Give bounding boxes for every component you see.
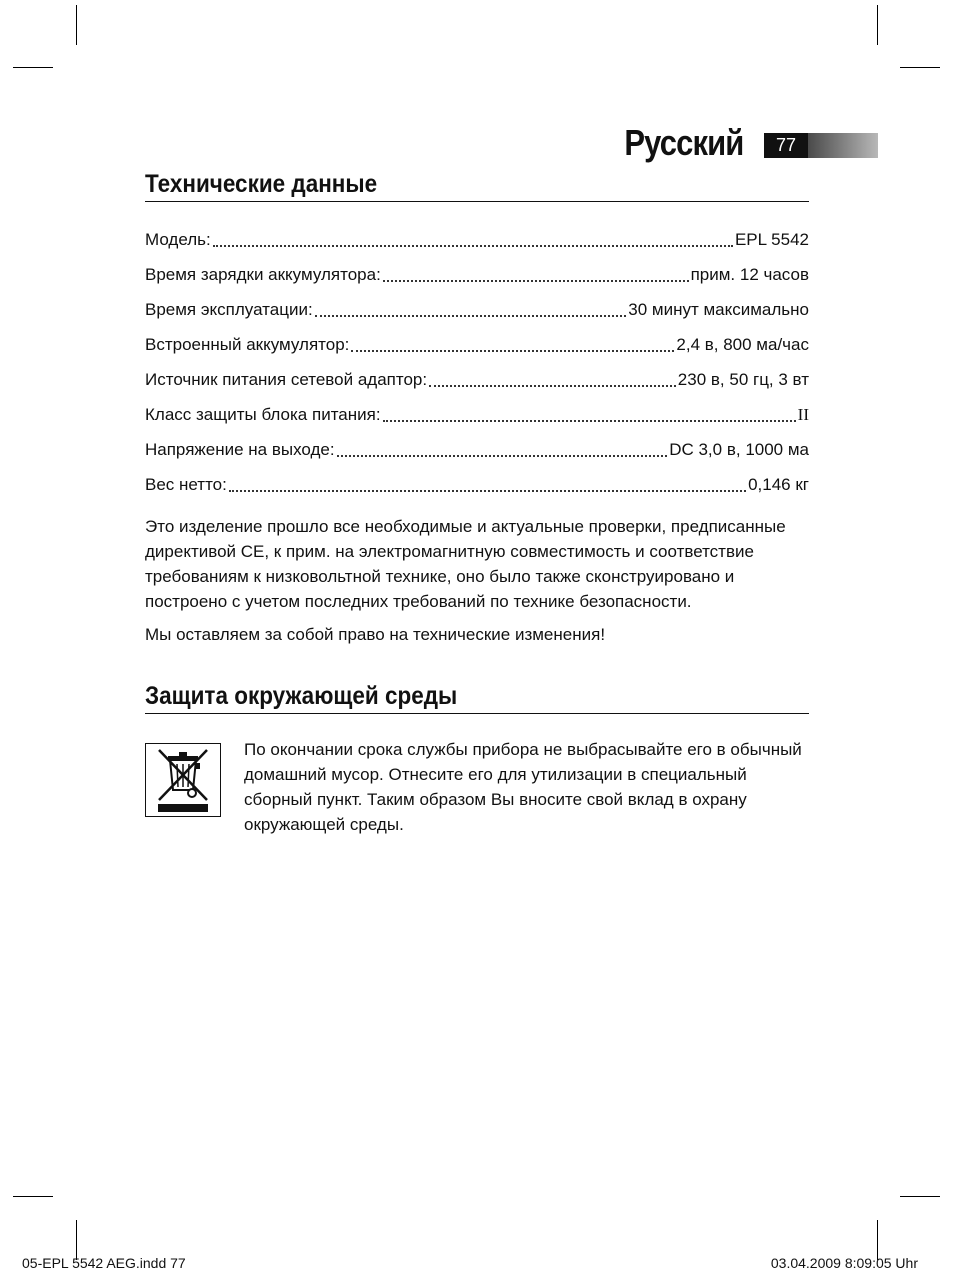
crop-mark — [877, 5, 878, 45]
crop-mark — [76, 5, 77, 45]
spec-label: Напряжение на выходе: — [145, 439, 335, 459]
spec-label: Встроенный аккумулятор: — [145, 334, 350, 354]
leader-dots — [229, 489, 746, 492]
language-title: Русский — [623, 122, 743, 163]
spec-value: прим. 12 часов — [690, 264, 809, 284]
spec-row — [145, 362, 809, 397]
ce-compliance-paragraph: Это изделение прошло все необходимые и актуальные проверки, предписанные директивой CE, к прим. на электромагнитную совместимость и соответствие требованиям к низковольтной технике, оно было также сконструировано и построено с учетом последних требований по технике безопасности. — [145, 517, 786, 611]
spec-row — [145, 432, 809, 467]
spec-row — [145, 257, 809, 292]
spec-value: 2,4 в, 800 ма/час — [676, 334, 809, 354]
spec-label: Класс защиты блока питания: — [145, 404, 381, 424]
spec-row — [145, 467, 809, 502]
leader-dots — [383, 279, 689, 282]
spec-label: Модель: — [145, 229, 211, 249]
environment-heading: Защита окружающей среды — [145, 682, 809, 714]
spec-value: 0,146 кг — [748, 474, 809, 494]
crop-mark — [900, 1196, 940, 1197]
spec-value: EPL 5542 — [734, 229, 809, 249]
disposal-instructions: По окончании срока службы прибора не выбрасывайте его в обычный домашний мусор. Отнесите его для утилизации в специальный сборный пункт. Таким образом Вы вносите свой вклад в охрану окружающей среды. — [244, 740, 802, 834]
leader-dots — [337, 454, 668, 457]
spec-value: 230 в, 50 гц, 3 вт — [677, 369, 809, 389]
spec-label: Время зарядки аккумулятора: — [145, 264, 381, 284]
header-gradient-bar — [808, 133, 878, 158]
footer-file-info: 05-EPL 5542 AEG.indd 77 — [22, 1255, 186, 1271]
crop-mark — [900, 67, 940, 68]
spec-value: 30 минут максимально — [628, 299, 809, 319]
leader-dots — [383, 419, 796, 422]
spec-list — [145, 222, 809, 502]
spec-label: Вес нетто: — [145, 474, 227, 494]
spec-row — [145, 222, 809, 257]
spec-row — [145, 397, 809, 432]
spec-label: Время эксплуатации: — [145, 299, 313, 319]
crop-mark — [13, 1196, 53, 1197]
spec-row — [145, 292, 809, 327]
page-number: 77 — [764, 133, 808, 158]
leader-dots — [213, 244, 733, 247]
crop-mark — [76, 1220, 77, 1260]
leader-dots — [351, 349, 674, 352]
technical-changes-note: Мы оставляем за собой право на технические изменения! — [145, 625, 606, 644]
tech-data-heading: Технические данные — [145, 170, 809, 202]
leader-dots — [315, 314, 627, 317]
weee-crossed-bin-icon — [145, 743, 221, 817]
crop-mark — [13, 67, 53, 68]
leader-dots — [429, 384, 676, 387]
crop-mark — [877, 1220, 878, 1260]
footer-timestamp: 03.04.2009 8:09:05 Uhr — [770, 1255, 918, 1271]
spec-row — [145, 327, 809, 362]
spec-value: DC 3,0 в, 1000 ма — [669, 439, 809, 459]
spec-value: II — [797, 404, 809, 424]
spec-label: Источник питания сетевой адаптор: — [145, 369, 428, 389]
